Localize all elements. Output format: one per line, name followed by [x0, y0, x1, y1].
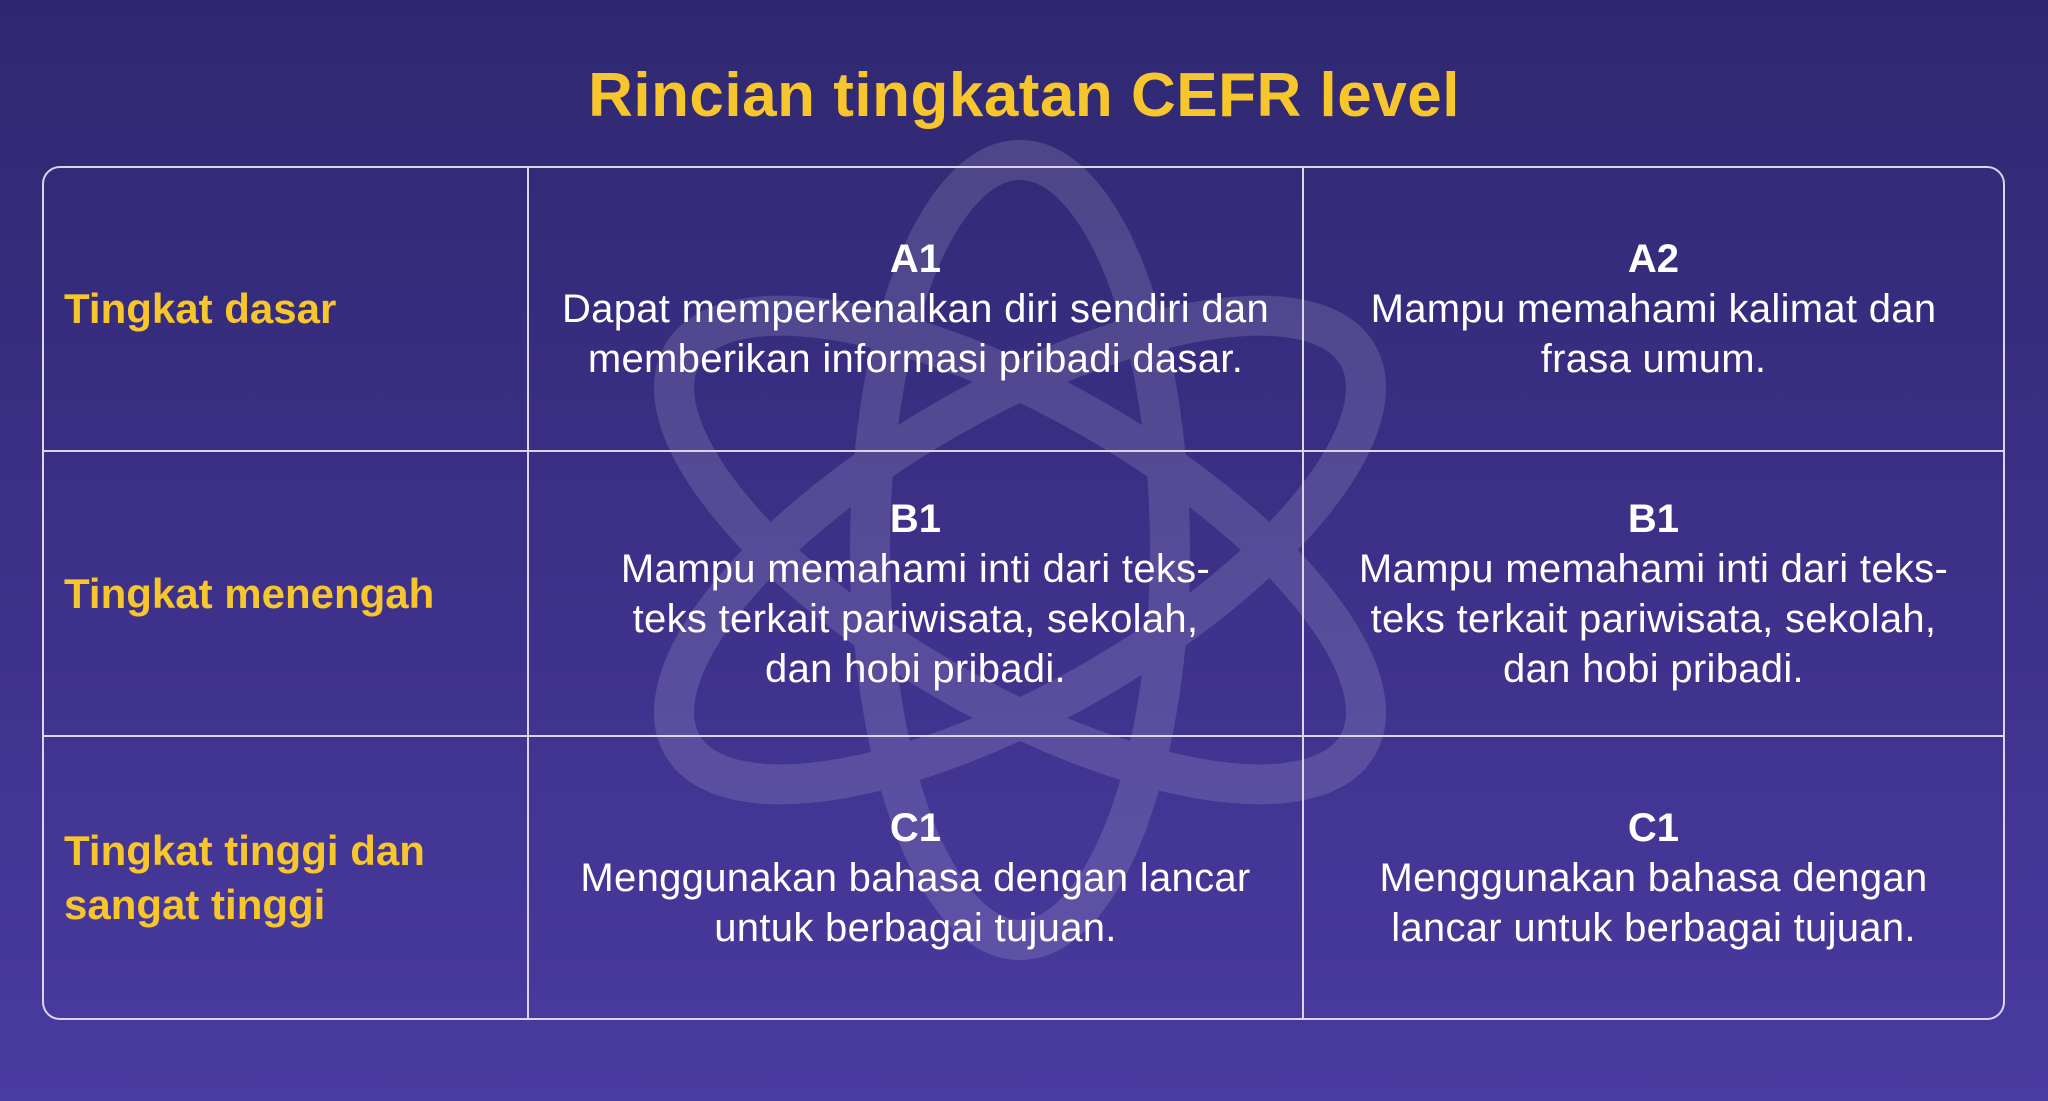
level-description: Mampu memahami inti dari teks-teks terkait pariwisata, sekolah, dan hobi pribadi.: [620, 546, 1211, 691]
page-title: Rincian tingkatan CEFR level: [588, 61, 1460, 130]
level-code: A1: [889, 237, 942, 281]
level-code: B1: [889, 496, 942, 541]
level-cell-c1-second: [1304, 737, 2003, 1018]
level-cell-b1-second: [1304, 452, 2003, 737]
level-cell-a2: [1304, 168, 2003, 452]
level-code: C1: [889, 805, 942, 850]
level-cell-a1: [529, 168, 1304, 452]
level-code: A2: [1627, 237, 1680, 281]
level-description: Mampu memahami kalimat dan frasa umum.: [1370, 287, 1937, 381]
row-label-intermediate: Tingkat menengah: [44, 452, 529, 737]
level-description: Menggunakan bahasa dengan lancar untuk berbagai tujuan.: [580, 855, 1251, 950]
level-description: Menggunakan bahasa dengan lancar untuk berbagai tujuan.: [1379, 855, 1928, 950]
level-cell-c1: [529, 737, 1304, 1018]
level-cell-b1: [529, 452, 1304, 737]
row-label-advanced: Tingkat tinggi dan sangat tinggi: [44, 737, 529, 1018]
level-description: Mampu memahami inti dari teks-teks terkait pariwisata, sekolah, dan hobi pribadi.: [1358, 546, 1949, 691]
level-code: C1: [1627, 805, 1680, 850]
cefr-table: [42, 166, 2005, 1020]
row-label-basic: Tingkat dasar: [44, 168, 529, 452]
level-description: Dapat memperkenalkan diri sendiri dan memberikan informasi pribadi dasar.: [561, 287, 1270, 381]
level-code: B1: [1627, 496, 1680, 541]
